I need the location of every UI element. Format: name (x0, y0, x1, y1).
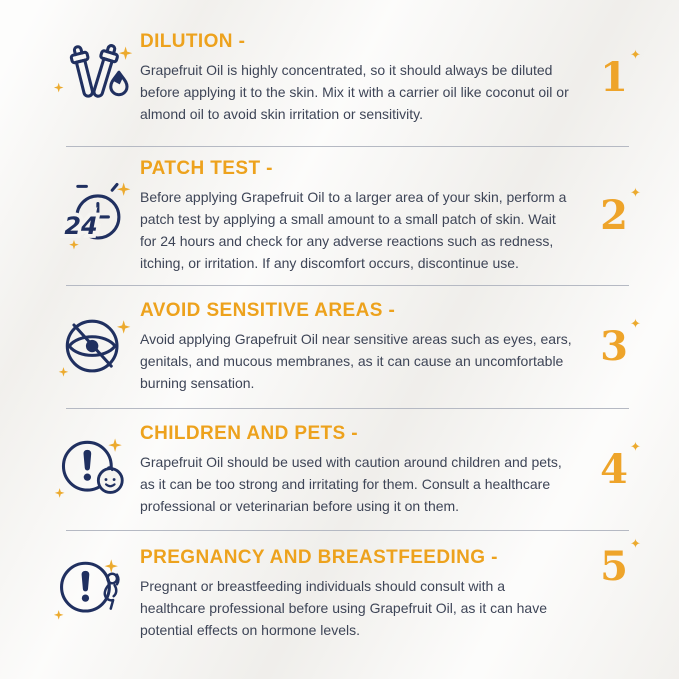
sparkle-icon (59, 367, 69, 377)
section-body: Before applying Grapefruit Oil to a larger area of your skin, perform a patch test by applying a small amount to a small patch of skin. Wait for 24 hours and check for any adverse reactions such as redness, itching, or irritation. If any discomfort occurs, discontinue use. (140, 189, 567, 271)
sparkle-icon (54, 610, 64, 620)
sparkle-icon: ✦ (630, 316, 641, 331)
child-caution-icon (50, 427, 140, 513)
section-title: AVOID SENSITIVE AREAS - (140, 300, 396, 321)
section-body: Pregnant or breastfeeding individuals should consult with a healthcare professional before using Grapefruit Oil, as it can have potential effects on hormone levels. (140, 578, 548, 638)
dropper-crossed-icon (50, 35, 140, 121)
sparkle-icon: ✦ (630, 47, 641, 62)
section-title: DILUTION - (140, 31, 246, 52)
child-caution-icon-svg (52, 427, 138, 513)
section-row-avoid-sensitive-areas (0, 286, 679, 408)
section-number (600, 438, 641, 493)
section-title: PATCH TEST - (140, 158, 273, 179)
section-body: Grapefruit Oil should be used with caution around children and pets, as it can be too strong and irritating for them. Consult a healthcare professional or veterinarian before using it on them. (140, 453, 562, 514)
section-number-text: 1 (600, 54, 628, 101)
section-row-children-and-pets (0, 409, 679, 530)
section-number-text: 3 (600, 323, 628, 370)
eye-slash-icon (50, 304, 140, 390)
24-hour-clock-icon (50, 173, 140, 259)
sparkle-icon (119, 46, 132, 59)
sparkle-icon (55, 488, 65, 498)
section-number-text: 2 (600, 192, 628, 239)
section-body: Grapefruit Oil is highly concentrated, so it should always be diluted before applying it to the skin. Mix it with a carrier oil like coconut oil or almond oil to avoid skin irritation or sensitivity. (140, 62, 569, 122)
pregnancy-caution-icon-svg (52, 547, 138, 633)
sparkle-icon (69, 240, 79, 250)
section-row-pregnancy-breastfeeding (0, 531, 679, 673)
section-title: PREGNANCY AND BREASTFEEDING - (140, 547, 498, 568)
section-number (600, 316, 641, 370)
sparkle-icon (54, 83, 64, 93)
pregnancy-caution-icon (50, 547, 140, 633)
section-row-patch-test (0, 147, 679, 285)
section-title: CHILDREN AND PETS - (140, 422, 359, 444)
sparkle-icon (108, 438, 121, 451)
sparkle-icon (105, 559, 118, 572)
section-number (600, 536, 641, 590)
clock-24-label: 24 (64, 212, 98, 241)
sparkle-icon: ✦ (630, 536, 641, 551)
eye-slash-icon-svg (52, 304, 138, 390)
sparkle-icon: ✦ (630, 185, 641, 200)
section-body: Avoid applying Grapefruit Oil near sensitive areas such as eyes, ears, genitals, and mucous membranes, as it can cause an uncomfortable burning sensation. (140, 331, 572, 391)
section-number-text: 5 (600, 543, 628, 590)
dropper-crossed-icon-svg (52, 35, 138, 121)
sparkle-icon: ✦ (630, 438, 641, 454)
section-number-text: 4 (600, 445, 628, 493)
section-number (600, 47, 641, 101)
sparkle-icon (117, 320, 130, 333)
section-number (600, 185, 641, 239)
section-row-dilution (0, 0, 679, 146)
sparkle-icon (117, 183, 130, 196)
24-hour-clock-icon-svg (52, 173, 138, 259)
